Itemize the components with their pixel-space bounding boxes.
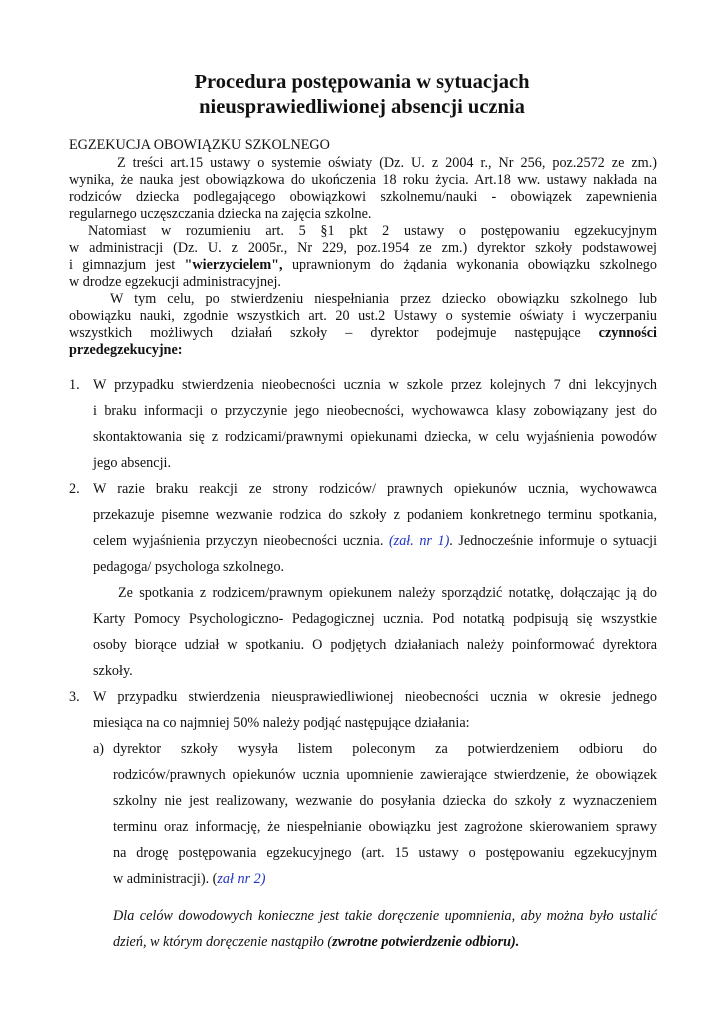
list-number: 1. <box>69 377 80 393</box>
paragraph-1-line: regularnego uczęszczania dziecka na zajęcia szkolne. <box>69 206 372 222</box>
page-title-line-2: nieusprawiedliwionej absencji ucznia <box>199 96 525 118</box>
list-item-2-note-line: Ze spotkania z rodzicem/prawnym opiekunem należy sporządzić notatkę, dołączając ją do <box>118 585 657 601</box>
list-number: 2. <box>69 481 80 497</box>
list-item-2-note-line: Karty Pomocy Psychologiczno- Pedagogicznej ucznia. Pod notatką podpisują się wszystkie <box>93 611 657 627</box>
paragraph-2-line: w administracji (Dz. U. z 2005r., Nr 229, poz.1954 ze zm.) dyrektor szkoły podstawowej <box>69 240 657 256</box>
list-item-2-line: przekazuje pisemne wezwanie rodzica do szkoły z podaniem konkretnego terminu spotkania, <box>93 507 657 523</box>
paragraph-3-line: obowiązku nauki, zgodnie wszystkich art. 20 ust.2 Ustawy o systemie oświaty i wyczerpaniu <box>69 308 657 324</box>
list-number: 3. <box>69 689 80 705</box>
list-item-2-note-line: osoby biorące udział w spotkaniu. O podjętych działaniach należy poinformować dyrektora <box>93 637 657 653</box>
paragraph-1-line: Z treści art.15 ustawy o systemie oświaty (Dz. U. z 2004 r., Nr 256, poz.2572 ze zm.) <box>117 155 657 171</box>
list-item-1-line: jego absencji. <box>93 455 172 471</box>
page-title-line-1: Procedura postępowania w sytuacjach <box>194 71 530 93</box>
list-item-1-line: skontaktowania się z rodzicami/prawnymi opiekunami dziecka, w celu wyjaśnienia powodów <box>93 429 657 445</box>
sublist-label: a) <box>93 741 105 757</box>
list-item-3-line: miesiąca na co najmniej 50% należy podjąć następujące działania: <box>93 715 470 731</box>
paragraph-1-line: rodziców dziecka podlegającego obowiązkowi szkolnemu/nauki - obowiązek zapewnienia <box>69 189 657 205</box>
paragraph-2-line: Natomiast w rozumieniu art. 5 §1 pkt 2 ustawy o postępowaniu egzekucyjnym <box>88 223 657 239</box>
wierzyciel-term: "wierzycielem", <box>184 257 283 273</box>
sublist-a-line: w administracji). (zał nr 2) <box>113 871 266 887</box>
paragraph-2-line: w drodze egzekucji administracyjnej. <box>69 274 281 290</box>
sublist-a-line: szkolny nie jest realizowany, wezwanie do posyłania dziecka do szkoły z wyznaczeniem <box>113 793 657 809</box>
evidence-note-line: dzień, w którym doręczenie nastąpiło (zwrotne potwierdzenie odbioru). <box>113 934 520 950</box>
list-item-1-line: i braku informacji o przyczynie jego nieobecności, wychowawca klasy zobowiązany jest do <box>93 403 657 419</box>
sublist-a-line: na drogę postępowania egzekucyjnego (art. 15 ustawy o postępowaniu egzekucyjnym <box>113 845 657 861</box>
list-item-2-line: W razie braku reakcji ze strony rodziców/ prawnych opiekunów ucznia, wychowawca <box>93 481 657 497</box>
sublist-a-line: rodziców/prawnych opiekunów ucznia upomnienie zawierające stwierdzenie, że obowiązek <box>113 767 657 783</box>
sublist-a-line: terminu oraz informację, że niespełnianie obowiązku jest zagrożone skierowaniem sprawy <box>113 819 657 835</box>
sublist-a-line: dyrektor szkoły wysyła listem poleconym za potwierdzeniem odbioru do <box>113 741 657 757</box>
paragraph-3-line: wszystkich możliwych działań szkoły – dyrektor podejmuje następujące czynności <box>69 325 657 341</box>
paragraph-3-line: przedegzekucyjne: <box>69 342 183 358</box>
attachment-2-ref: zał nr 2) <box>217 871 266 887</box>
paragraph-2-line: i gimnazjum jest "wierzycielem", uprawnionym do żądania wykonania obowiązku szkolnego <box>69 257 657 273</box>
section-heading: EGZEKUCJA OBOWIĄZKU SZKOLNEGO <box>69 137 330 153</box>
list-item-2-line: pedagoga/ psychologa szkolnego. <box>93 559 285 575</box>
paragraph-1-line: wynika, że nauka jest obowiązkowa do ukończenia 18 roku życia. Art.18 ww. ustawy nakłada na <box>69 172 657 188</box>
list-item-2-line: celem wyjaśnienia przyczyn nieobecności ucznia. (zał. nr 1). Jednocześnie informuje o sytuacji <box>93 533 658 549</box>
list-item-3-line: W przypadku stwierdzenia nieusprawiedliwionej nieobecności ucznia w okresie jednego <box>93 689 657 705</box>
list-item-1-line: W przypadku stwierdzenia nieobecności ucznia w szkole przez kolejnych 7 dni lekcyjnych <box>93 377 657 393</box>
evidence-note-line: Dla celów dowodowych konieczne jest takie doręczenie upomnienia, aby można było ustalić <box>113 908 657 924</box>
attachment-1-ref: (zał. nr 1) <box>388 533 450 549</box>
list-item-2-note-line: szkoły. <box>93 663 133 679</box>
paragraph-3-line: W tym celu, po stwierdzeniu niespełniania przez dziecko obowiązku szkolnego lub <box>110 291 657 307</box>
